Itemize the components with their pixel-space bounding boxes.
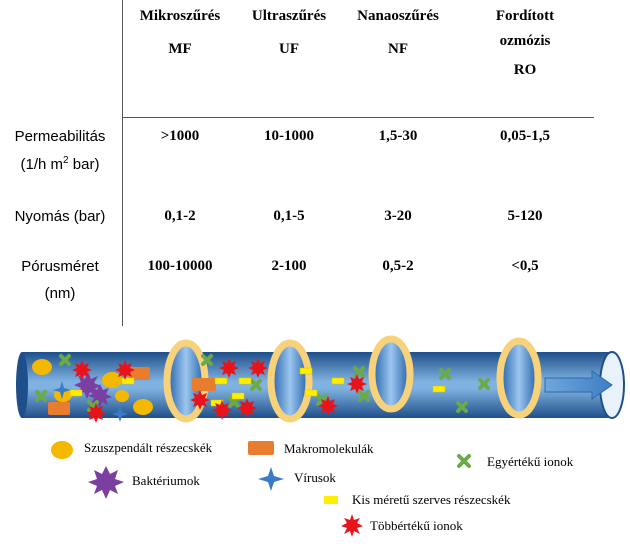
unit-pre: (1/h m [20,156,64,173]
cell-press-uf: 0,1-5 [273,208,305,224]
cell-pore-ro: <0,5 [511,258,539,274]
legend-suspended-icon [51,441,73,459]
membrane-uf [271,343,309,419]
macromolecule-icon [48,402,70,415]
small-organic-icon [70,390,82,396]
row-pressure-label: Nyomás (bar) [14,208,106,225]
col-uf-name: Ultraszűrés [251,8,327,24]
row-permeability-title: Permeabilitás [14,128,106,145]
monovalent-ion-icon [203,356,211,364]
legend-multivalent-label: Többértékű ionok [370,518,463,533]
cell-perm-nf: 1,5-30 [378,128,418,144]
membrane-nf [372,339,410,409]
multivalent-ion-icon [86,403,106,423]
suspended-particle-icon [133,399,153,415]
membrane-ro [500,341,538,415]
monovalent-ion-icon [360,392,368,400]
legend-bacteria-icon [88,466,124,499]
cell-pore-uf: 2-100 [271,258,307,274]
legend-viruses-label: Vírusok [294,470,336,485]
membrane-ring-icon [372,339,410,409]
col-ro-name2: ozmózis [499,33,551,49]
small-organic-icon [239,378,251,384]
legend-suspended-label: Szuszpendált részecskék [84,440,213,455]
small-organic-icon [232,393,244,399]
monovalent-ion-icon [458,403,466,411]
cell-perm-mf: >1000 [160,128,200,144]
membrane-ring-icon [271,343,309,419]
small-organic-icon [305,390,317,396]
multivalent-ion-icon [190,390,210,410]
monovalent-ion-icon [37,392,45,400]
unit-sup: 2 [63,155,69,166]
multivalent-ion-icon [219,358,239,378]
multivalent-ion-icon [212,400,232,420]
legend-macromolecules-label: Makromolekulák [284,441,374,456]
multivalent-ion-icon [115,360,135,380]
small-organic-icon [215,378,227,384]
tube-inlet [16,352,28,418]
small-organic-icon [433,386,445,392]
legend-virus-icon [258,467,284,491]
legend-macromolecule-icon [248,441,274,455]
monovalent-ion-icon [355,368,363,376]
cell-press-nf: 3-20 [384,208,412,224]
monovalent-ion-icon [480,380,488,388]
multivalent-ion-icon [72,360,92,380]
small-organic-icon [332,378,344,384]
multivalent-ion-icon [347,374,367,394]
legend-multivalent-icon [341,514,363,537]
col-mf-name: Mikroszűrés [139,8,221,24]
legend-monovalent-label: Egyértékű ionok [487,454,574,469]
row-pore-title: Pórusméret [21,258,99,275]
legend-small-organic-icon [324,496,338,504]
col-mf-abbr: MF [168,41,192,57]
col-uf-abbr: UF [279,41,299,57]
row-pore-unit: (nm) [44,285,76,302]
small-organic-icon [122,378,134,384]
monovalent-ion-icon [252,381,260,389]
unit-post: bar) [68,156,100,173]
multivalent-ion-icon [318,396,338,416]
suspended-particle-icon [102,372,122,388]
macromolecule-icon [192,378,216,391]
cell-perm-ro: 0,05-1,5 [500,128,550,144]
cell-press-mf: 0,1-2 [164,208,196,224]
multivalent-ion-icon [237,398,257,418]
monovalent-ion-icon [61,356,69,364]
legend-monovalent-icon [459,456,469,466]
multivalent-ion-icon [248,358,268,378]
monovalent-ion-icon [441,370,449,378]
small-organic-icon [300,368,312,374]
cell-press-ro: 5-120 [507,208,543,224]
suspended-particle-icon [32,359,52,375]
col-ro-abbr: RO [513,62,537,78]
col-nf-name: Nanaoszűrés [357,8,439,24]
cell-pore-nf: 0,5-2 [382,258,414,274]
membrane-ring-icon [500,341,538,415]
legend-small-organic-label: Kis méretű szerves részecskék [352,492,511,507]
col-nf-abbr: NF [388,41,408,57]
cell-perm-uf: 10-1000 [264,128,314,144]
col-ro-name: Fordított [495,8,555,24]
legend-bacteria-label: Baktériumok [132,473,200,488]
suspended-particle-icon [115,390,129,402]
cell-pore-mf: 100-10000 [147,258,213,274]
